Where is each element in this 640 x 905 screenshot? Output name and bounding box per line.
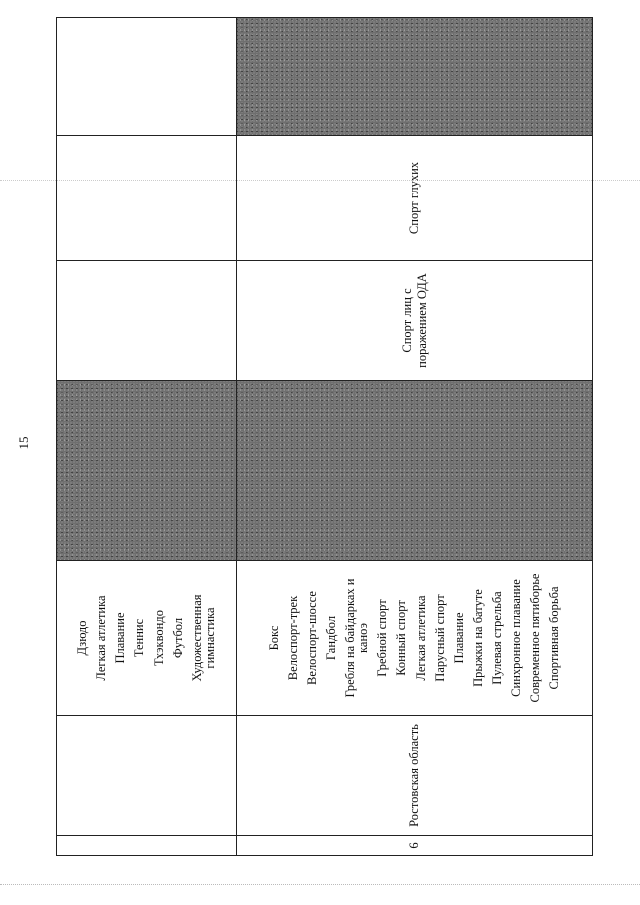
table-row [57, 18, 237, 856]
sport-item: Спортивная борьба [547, 586, 562, 690]
sport-item: Теннис [132, 618, 147, 658]
shaded-cell [57, 381, 237, 561]
sport-item: Гребной спорт [375, 599, 390, 677]
sport-item: Плавание [451, 612, 466, 664]
sport-item: Пулевая стрельба [490, 591, 504, 685]
region-name: Ростовская область [407, 724, 421, 827]
shaded-cell [237, 381, 593, 561]
sports-cell [57, 561, 237, 716]
sport-item: Синхронное плавание [509, 579, 524, 697]
sport-item: Конный спорт [394, 600, 409, 676]
sports-table [56, 17, 593, 856]
region-cell [57, 716, 237, 836]
sport-item: Гребля на байдарках и каноэ [343, 578, 371, 698]
sports-cell [237, 561, 593, 716]
oda-cell [237, 261, 593, 381]
sport-item: Парусный спорт [432, 594, 447, 682]
oda-label: Спорт лиц с поражением ОДА [399, 273, 429, 368]
shaded-cell [237, 18, 593, 136]
sport-item: Художественная гимнастика [189, 594, 217, 682]
sport-item: Легкая атлетика [413, 595, 428, 681]
sports-list [268, 565, 562, 711]
sport-item: Плавание [113, 612, 128, 664]
oda-cell [57, 261, 237, 381]
number-cell [237, 836, 593, 856]
row-number: 6 [407, 842, 421, 849]
sport-item: Футбол [170, 617, 185, 659]
table-row [237, 18, 593, 856]
empty-cell [57, 18, 237, 136]
sport-item: Современное пятиборье [528, 573, 543, 703]
sport-item: Бокс [266, 625, 281, 651]
rotated-table-container [56, 18, 592, 856]
sport-item: Велоспорт-шоссе [304, 591, 319, 685]
deaf-cell [237, 136, 593, 261]
sport-item: Тхэквондо [151, 610, 166, 666]
sport-item: Гандбол [323, 615, 338, 661]
region-cell [237, 716, 593, 836]
number-cell [57, 836, 237, 856]
deaf-cell [57, 136, 237, 261]
page-number: 15 [16, 436, 31, 450]
sports-list [76, 565, 217, 711]
sport-item: Прыжки на батуте [470, 589, 485, 687]
sport-item: Дзюдо [75, 620, 89, 656]
sport-item: Легкая атлетика [94, 595, 109, 681]
sport-item: Велоспорт-трек [285, 595, 300, 681]
deaf-label: Спорт глухих [407, 161, 421, 235]
scan-artifact-line [0, 884, 640, 886]
